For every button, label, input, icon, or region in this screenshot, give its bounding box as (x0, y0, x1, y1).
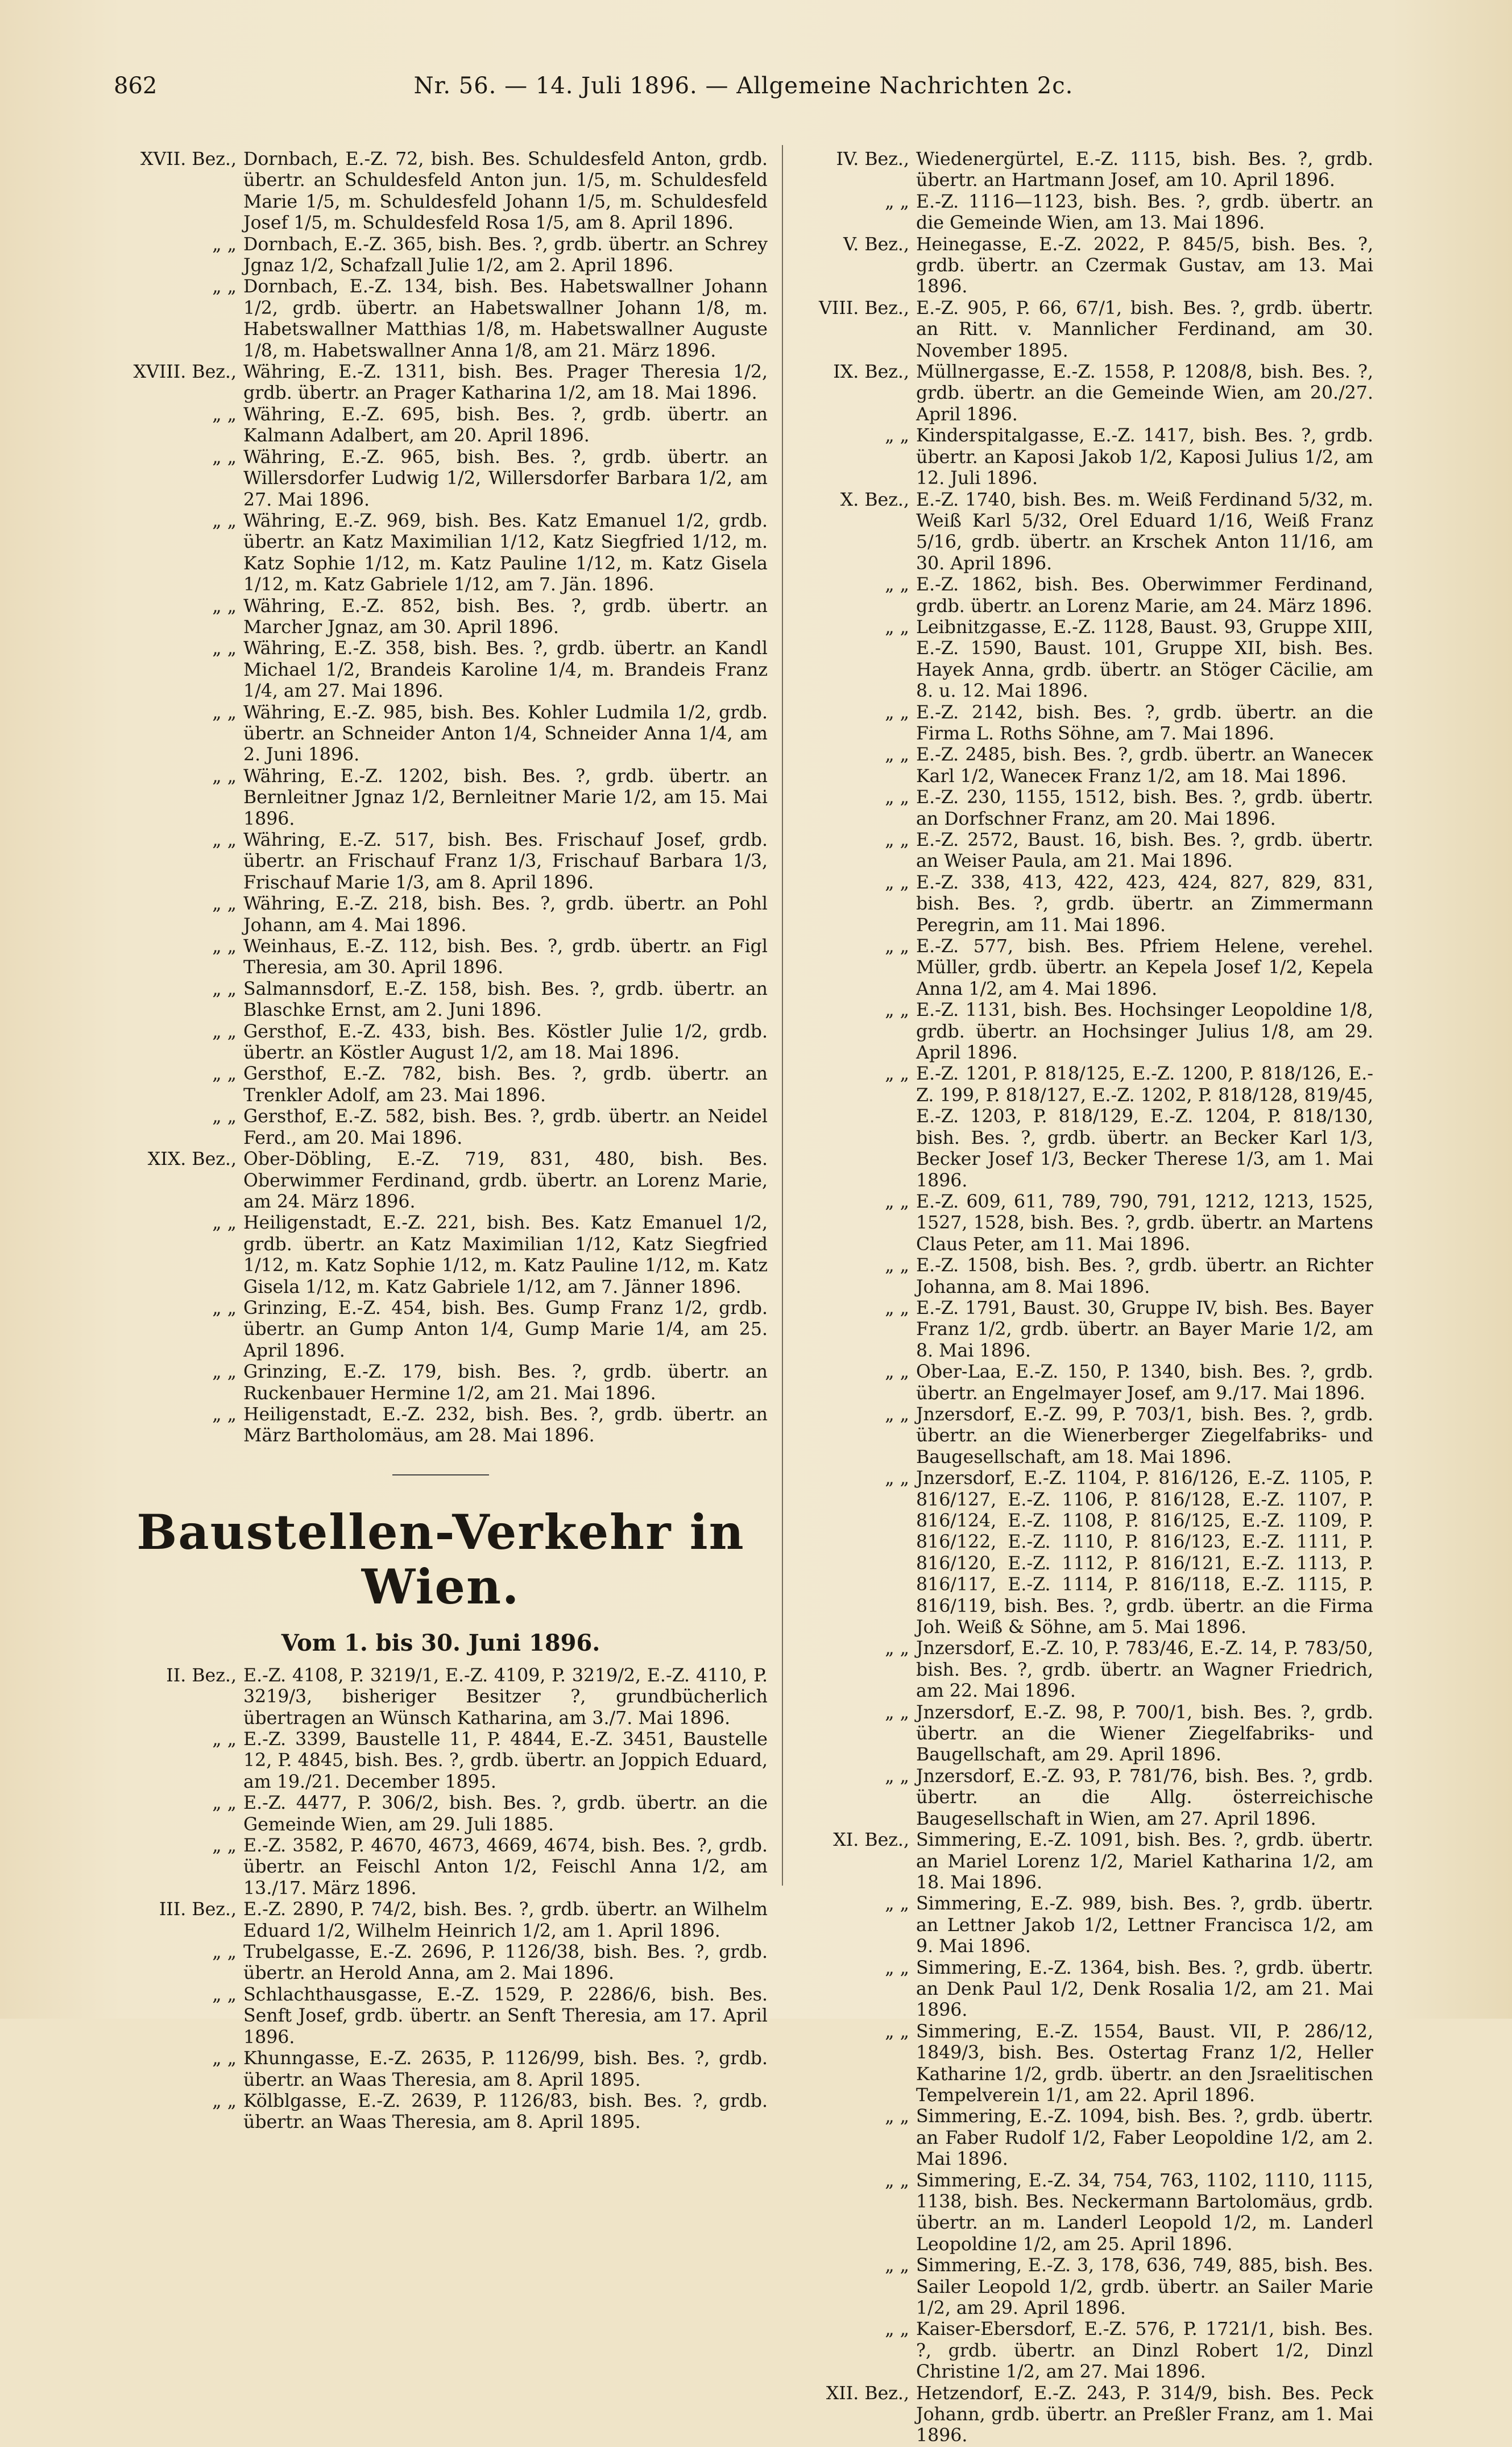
entry-text: Heinegasse, E.-Z. 2022, P. 845/5, bish. Bes. ?, grdb. übertr. an Czermak Gustav, am 13. Mai 1896. (916, 234, 1373, 297)
entry-text: Dornbach, E.-Z. 134, bish. Bes. Habetswallner Johann 1/2, grdb. übertr. an Habetswallner Johann 1/8, m. Habetswallner Matthias 1/8, m. Habetswallner Auguste 1/8, m. Habetswallner Anna 1/8, am 21. März 1896. (243, 276, 768, 361)
section-subtitle: Vom 1. bis 30. Juni 1896. (281, 1629, 600, 1656)
entry-text: E.-Z. 1791, Baust. 30, Gruppe IV, bish. Bes. Bayer Franz 1/2, grdb. übertr. an Bayer Marie 1/2, am 8. Mai 1896. (916, 1297, 1373, 1361)
entry-text: Heiligenstadt, E.-Z. 221, bish. Bes. Katz Emanuel 1/2, grdb. übertr. an Katz Maximilian 1/12, Katz Siegfried 1/12, m. Katz Sophie 1/12, m. Katz Pauline 1/12, m. Katz Gisela 1/12, m. Katz Gabriele 1/12, am 7. Jänner 1896. (243, 1213, 768, 1297)
entry-text: Währing, E.-Z. 969, bish. Bes. Katz Emanuel 1/2, grdb. übertr. an Katz Maximilian 1/12, Katz Siegfried 1/12, m. Katz Sophie 1/12, m. Katz Pauline 1/12, m. Katz Gisela 1/12, m. Katz Gabriele 1/12, am 7. Jän. 1896. (243, 510, 768, 596)
entry-text: Ober-Laa, E.-Z. 150, P. 1340, bish. Bes. ?, grdb. übertr. an Engelmayer Josef, am 9./17. Mai 1896. (916, 1362, 1373, 1404)
district-label: „ „ (212, 1297, 237, 1318)
register-entry (796, 362, 1373, 425)
register-entry (114, 1064, 768, 1106)
entry-text: E.-Z. 905, P. 66, 67/1, bish. Bes. ?, grdb. übertr. an Ritt. v. Mannlicher Ferdinand, am 30. November 1895. (916, 297, 1373, 361)
column-rule (782, 145, 783, 1886)
register-entry (114, 2048, 768, 2091)
entry-text: Müllnergasse, E.-Z. 1558, P. 1208/8, bish. Bes. ?, grdb. übertr. an die Gemeinde Wien, am 20./27. April 1896. (916, 362, 1373, 425)
register-entry (796, 2319, 1373, 2383)
district-label: „ „ (885, 1702, 909, 1723)
register-entry (114, 979, 768, 1022)
entry-text: Simmering, E.-Z. 3, 178, 636, 749, 885, bish. Bes. Sailer Leopold 1/2, grdb. übertr. an Sailer Marie 1/2, am 29. April 1896. (916, 2255, 1373, 2319)
district-label: XIX. Bez., (147, 1149, 237, 1170)
entry-text: Simmering, E.-Z. 1094, bish. Bes. ?, grdb. übertr. an Faber Rudolf 1/2, Faber Leopoldine 1/2, am 2. Mai 1896. (916, 2106, 1373, 2170)
entry-text: E.-Z. 2485, bish. Bes. ?, grdb. übertr. an Waneceк Karl 1/2, Waneceк Franz 1/2, am 18. Mai 1896. (916, 745, 1373, 787)
register-entry (796, 149, 1373, 192)
entry-text: E.-Z. 2142, bish. Bes. ?, grdb. übertr. an die Firma L. Roths Söhne, am 7. Mai 1896. (916, 702, 1373, 744)
district-label: „ „ (885, 1000, 909, 1021)
district-label: „ „ (212, 1942, 237, 1963)
district-label: „ „ (885, 2021, 909, 2042)
entry-text: E.-Z. 4108, P. 3219/1, E.-Z. 4109, P. 3219/2, E.-Z. 4110, P. 3219/3, bisheriger Besitzer ?, grundbücherlich übertragen an Wünsch Katharina, am 3./7. Mai 1896. (243, 1665, 768, 1729)
entry-text: E.-Z. 338, 413, 422, 423, 424, 827, 829, 831, bish. Bes. ?, grdb. übertr. an Zimmermann Peregrin, am 11. Mai 1896. (916, 872, 1373, 936)
district-label: „ „ (885, 830, 909, 850)
district-label: „ „ (212, 596, 237, 617)
entry-text: Simmering, E.-Z. 1554, Baust. VII, P. 286/12, 1849/3, bish. Bes. Ostertag Franz 1/2, Heller Katharine 1/2, grdb. übertr. an den Jsraelitischen Tempelverein 1/1, am 22. April 1896. (916, 2021, 1373, 2106)
entry-text: Dornbach, E.-Z. 365, bish. Bes. ?, grdb. übertr. an Schrey Jgnaz 1/2, Schafzall Julie 1/2, am 2. April 1896. (243, 234, 768, 276)
register-entry (796, 1766, 1373, 1830)
register-entry (114, 1729, 768, 1793)
district-label: „ „ (212, 1106, 237, 1127)
register-entry (796, 1255, 1373, 1298)
entry-text: Währing, E.-Z. 965, bish. Bes. ?, grdb. übertr. an Willersdorfer Ludwig 1/2, Willersdorfer Barbara 1/2, am 27. Mai 1896. (243, 447, 768, 510)
entry-text: Währing, E.-Z. 985, bish. Bes. Kohler Ludmila 1/2, grdb. übertr. an Schneider Anton 1/4, Schneider Anna 1/4, am 2. Juni 1896. (243, 702, 768, 766)
district-label: „ „ (212, 894, 237, 915)
register-entry (114, 447, 768, 511)
district-label: XI. Bez., (833, 1830, 909, 1851)
register-entry (114, 234, 768, 277)
register-entry (114, 1942, 768, 1985)
district-label: „ „ (212, 404, 237, 425)
district-label: „ „ (212, 1793, 237, 1814)
register-entry (796, 1468, 1373, 1638)
entry-text: Kaiser-Ebersdorf, E.-Z. 576, P. 1721/1, bish. Bes. ?, grdb. übertr. an Dinzl Robert 1/2, Dinzl Christine 1/2, am 27. Mai 1896. (916, 2319, 1373, 2383)
district-label: III. Bez., (159, 1899, 237, 1920)
district-label: „ „ (885, 617, 909, 638)
district-label: „ „ (885, 1638, 909, 1659)
register-entry (114, 362, 768, 404)
register-entry (796, 1702, 1373, 1766)
district-label: „ „ (885, 936, 909, 957)
register-entry (114, 1362, 768, 1404)
district-label: „ „ (885, 745, 909, 766)
entry-text: Simmering, E.-Z. 1364, bish. Bes. ?, grdb. übertr. an Denk Paul 1/2, Denk Rosalia 1/2, am 21. Mai 1896. (916, 1957, 1373, 2021)
register-entry (796, 1638, 1373, 1702)
register-entry (114, 1404, 768, 1447)
register-entry (796, 298, 1373, 362)
entry-text: Jnzersdorf, E.-Z. 10, P. 783/46, E.-Z. 14, P. 783/50, bish. Bes. ?, grdb. übertr. an Wagner Friedrich, am 22. Mai 1896. (916, 1638, 1373, 1702)
district-label: „ „ (885, 1191, 909, 1212)
register-entry (796, 2171, 1373, 2256)
district-label: „ „ (212, 447, 237, 468)
entry-text: Simmering, E.-Z. 34, 754, 763, 1102, 1110, 1115, 1138, bish. Bes. Neckermann Bartolomäus, grdb. übertr. an m. Landerl Leopold 1/2, m. Landerl Leopoldine 1/2, am 25. April 1896. (916, 2170, 1373, 2255)
register-entry (114, 1106, 768, 1149)
left-entries-top (114, 149, 768, 1447)
district-label: II. Bez., (166, 1665, 237, 1686)
district-label: XVIII. Bez., (133, 362, 237, 383)
district-label: „ „ (885, 1894, 909, 1915)
right-entries (796, 149, 1373, 2447)
entry-text: Leibnitzgasse, E.-Z. 1128, Baust. 93, Gruppe XIII, E.-Z. 1590, Baust. 101, Gruppe XII, bish. Bes. Hayek Anna, grdb. übertr. an Stöger Cäcilie, am 8. u. 12. Mai 1896. (916, 617, 1373, 702)
entry-text: Simmering, E.-Z. 989, bish. Bes. ?, grdb. übertr. an Lettner Jakob 1/2, Lettner Francisca 1/2, am 9. Mai 1896. (916, 1894, 1373, 1957)
district-label: IV. Bez., (836, 149, 909, 170)
register-entry (796, 787, 1373, 830)
district-label: „ „ (885, 2319, 909, 2340)
entry-text: E.-Z. 4477, P. 306/2, bish. Bes. ?, grdb. übertr. an die Gemeinde Wien, am 29. Juli 1885. (243, 1793, 768, 1835)
register-entry (796, 936, 1373, 1000)
district-label: „ „ (885, 787, 909, 808)
district-label: „ „ (212, 2048, 237, 2069)
district-label: X. Bez., (840, 489, 909, 510)
entry-text: Kölblgasse, E.-Z. 2639, P. 1126/83, bish. Bes. ?, grdb. übertr. an Waas Theresia, am 8. April 1895. (243, 2090, 768, 2133)
entry-text: Salmannsdorf, E.-Z. 158, bish. Bes. ?, grdb. übertr. an Blaschke Ernst, am 2. Juni 1896. (243, 978, 768, 1021)
register-entry (114, 1793, 768, 1836)
district-label: „ „ (212, 766, 237, 787)
district-label: „ „ (885, 1064, 909, 1085)
register-entry (796, 745, 1373, 787)
entry-text: Wiedenergürtel, E.-Z. 1115, bish. Bes. ?, grdb. übertr. an Hartmann Josef, am 10. April 1896. (916, 149, 1373, 191)
register-entry (114, 1836, 768, 1899)
register-entry (796, 830, 1373, 873)
entry-text: Währing, E.-Z. 517, bish. Bes. Frischauf Josef, grdb. übertr. an Frischauf Franz 1/3, Frischauf Barbara 1/3, Frischauf Marie 1/3, am 8. April 1896. (243, 830, 768, 893)
entry-text: Weinhaus, E.-Z. 112, bish. Bes. ?, grdb. übertr. an Figl Theresia, am 30. April 1896. (243, 936, 768, 978)
district-label: „ „ (885, 2106, 909, 2127)
entry-text: Jnzersdorf, E.-Z. 93, P. 781/76, bish. Bes. ?, grdb. übertr. an die Allg. österreichische Baugesellschaft in Wien, am 27. April 1896. (916, 1766, 1373, 1829)
district-label: „ „ (212, 702, 237, 723)
page-header (114, 73, 1373, 107)
register-entry (114, 2091, 768, 2134)
district-label: „ „ (885, 1255, 909, 1276)
entry-text: Khunngasse, E.-Z. 2635, P. 1126/99, bish. Bes. ?, grdb. übertr. an Waas Theresia, am 8. April 1895. (243, 2048, 768, 2090)
district-label: „ „ (885, 1957, 909, 1978)
entry-text: Jnzersdorf, E.-Z. 1104, P. 816/126, E.-Z. 1105, P. 816/127, E.-Z. 1106, P. 816/128, E.-Z. 1107, P. 816/124, E.-Z. 1108, P. 816/125, E.-Z. 1109, P. 816/122, E.-Z. 1110, P. 816/123, E.-Z. 1111, P. 816/120, E.-Z. 1112, P. 816/121, E.-Z. 1113, P. 816/117, E.-Z. 1114, P. 816/118, E.-Z. 1115, P. 816/119, bish. Bes. ?, grdb. übertr. an die Firma Joh. Weiß & Söhne, am 5. Mai 1896. (916, 1468, 1373, 1638)
running-head: Nr. 56. — 14. Juli 1896. — Allgemeine Nachrichten 2c. (413, 73, 1074, 99)
left-column (114, 149, 768, 2134)
register-entry (114, 511, 768, 596)
district-label: „ „ (885, 2170, 909, 2191)
register-entry (796, 1064, 1373, 1191)
register-entry (796, 1192, 1373, 1255)
register-entry (796, 617, 1373, 702)
district-label: „ „ (212, 638, 237, 659)
register-entry (796, 234, 1373, 298)
entry-text: Kinderspitalgasse, E.-Z. 1417, bish. Bes. ?, grdb. übertr. an Kaposi Jakob 1/2, Kaposi Julius 1/2, am 12. Juli 1896. (916, 425, 1373, 489)
district-label: „ „ (212, 1021, 237, 1042)
entry-text: Trubelgasse, E.-Z. 2696, P. 1126/38, bish. Bes. ?, grdb. übertr. an Herold Anna, am 2. Mai 1896. (243, 1942, 768, 1984)
district-label: XVII. Bez., (140, 149, 237, 170)
register-entry (114, 830, 768, 894)
register-entry (796, 192, 1373, 234)
register-entry (114, 404, 768, 447)
entry-text: Währing, E.-Z. 358, bish. Bes. ?, grdb. übertr. an Kandl Michael 1/2, Brandeis Karoline 1/4, m. Brandeis Franz 1/4, am 27. Mai 1896. (243, 638, 768, 702)
register-entry (114, 276, 768, 362)
register-entry (114, 596, 768, 639)
entry-text: Gersthof, E.-Z. 782, bish. Bes. ?, grdb. übertr. an Trenkler Adolf, am 23. Mai 1896. (243, 1064, 768, 1106)
entry-text: Jnzersdorf, E.-Z. 98, P. 700/1, bish. Bes. ?, grdb. übertr. an die Wiener Ziegelfabriks- und Baugellschaft, am 29. April 1896. (916, 1702, 1373, 1766)
entry-text: Grinzing, E.-Z. 454, bish. Bes. Gump Franz 1/2, grdb. übertr. an Gump Anton 1/4, Gump Marie 1/4, am 25. April 1896. (243, 1297, 768, 1361)
register-entry (114, 702, 768, 766)
district-label: „ „ (885, 702, 909, 723)
entry-text: Heiligenstadt, E.-Z. 232, bish. Bes. ?, grdb. übertr. an März Bartholomäus, am 28. Mai 1896. (243, 1404, 768, 1446)
register-entry (114, 1149, 768, 1213)
entry-text: Währing, E.-Z. 1311, bish. Bes. Prager Theresia 1/2, grdb. übertr. an Prager Katharina 1/2, am 18. Mai 1896. (243, 362, 768, 404)
entry-text: E.-Z. 1116—1123, bish. Bes. ?, grdb. übertr. an die Gemeinde Wien, am 13. Mai 1896. (916, 191, 1373, 234)
district-label: „ „ (212, 510, 237, 531)
entry-text: E.-Z. 3399, Baustelle 11, P. 4844, E.-Z. 3451, Baustelle 12, P. 4845, bish. Bes. ?, grdb. übertr. an Joppich Eduard, am 19./21. December 1895. (243, 1729, 768, 1792)
district-label: IX. Bez., (833, 362, 909, 383)
entry-text: Grinzing, E.-Z. 179, bish. Bes. ?, grdb. übertr. an Ruckenbauer Hermine 1/2, am 21. Mai 1896. (243, 1362, 768, 1404)
register-entry (114, 149, 768, 234)
district-label: „ „ (212, 1984, 237, 2005)
register-entry (796, 1298, 1373, 1362)
district-label: V. Bez., (843, 234, 909, 255)
section-separator (392, 1474, 489, 1475)
district-label: „ „ (212, 1064, 237, 1085)
register-entry (114, 894, 768, 936)
register-entry (114, 1899, 768, 1942)
entry-text: E.-Z. 1508, bish. Bes. ?, grdb. übertr. an Richter Johanna, am 8. Mai 1896. (916, 1255, 1373, 1297)
register-entry (796, 425, 1373, 489)
entry-text: E.-Z. 1201, P. 818/125, E.-Z. 1200, P. 818/126, E.-Z. 199, P. 818/127, E.-Z. 1202, P. 818/128, 819/45, E.-Z. 1203, P. 818/129, E.-Z. 1204, P. 818/130, bish. Bes. ?, grdb. übertr. an Becker Karl 1/3, Becker Josef 1/3, Becker Therese 1/3, am 1. Mai 1896. (916, 1064, 1373, 1191)
entry-text: Jnzersdorf, E.-Z. 99, P. 703/1, bish. Bes. ?, grdb. übertr. an die Wienerberger Ziegelfabriks- und Baugesellschaft, am 18. Mai 1896. (916, 1404, 1373, 1468)
register-entry (796, 1894, 1373, 1957)
district-label: „ „ (212, 1836, 237, 1857)
register-entry (796, 1000, 1373, 1064)
entry-text: Dornbach, E.-Z. 72, bish. Bes. Schuldesfeld Anton, grdb. übertr. an Schuldesfeld Anton jun. 1/5, m. Schuldesfeld Marie 1/5, m. Schuldesfeld Johann 1/5, m. Schuldesfeld Josef 1/5, m. Schuldesfeld Rosa 1/5, am 8. April 1896. (243, 149, 768, 234)
right-column (796, 149, 1373, 2447)
entry-text: Schlachthausgasse, E.-Z. 1529, P. 2286/6, bish. Bes. Senft Josef, grdb. übertr. an Senft Theresia, am 17. April 1896. (243, 1984, 768, 2048)
district-label: „ „ (885, 1468, 909, 1489)
entry-text: Hetzendorf, E.-Z. 243, P. 314/9, bish. Bes. Peck Johann, grdb. übertr. an Preßler Franz, am 1. Mai 1896. (916, 2383, 1373, 2446)
register-entry (796, 1830, 1373, 1894)
entry-text: Ober-Döbling, E.-Z. 719, 831, 480, bish. Bes. Oberwimmer Ferdinand, grdb. übertr. an Lorenz Marie, am 24. März 1896. (243, 1149, 768, 1212)
left-entries-bottom (114, 1665, 768, 2134)
district-label: „ „ (212, 2090, 237, 2111)
entry-text: Gersthof, E.-Z. 433, bish. Bes. Köstler Julie 1/2, grdb. übertr. an Köstler August 1/2, am 18. Mai 1896. (243, 1021, 768, 1064)
register-entry (114, 766, 768, 830)
register-entry (796, 2022, 1373, 2107)
entry-text: Währing, E.-Z. 695, bish. Bes. ?, grdb. übertr. an Kalmann Adalbert, am 20. April 1896. (243, 404, 768, 447)
district-label: „ „ (212, 978, 237, 999)
register-entry (796, 2255, 1373, 2319)
district-label: „ „ (212, 1362, 237, 1383)
entry-text: Währing, E.-Z. 218, bish. Bes. ?, grdb. übertr. an Pohl Johann, am 4. Mai 1896. (243, 894, 768, 936)
district-label: „ „ (212, 1729, 237, 1750)
district-label: „ „ (885, 1297, 909, 1318)
register-entry (114, 1213, 768, 1298)
entry-text: E.-Z. 230, 1155, 1512, bish. Bes. ?, grdb. übertr. an Dorfschner Franz, am 20. Mai 1896. (916, 787, 1373, 829)
entry-text: E.-Z. 2890, P. 74/2, bish. Bes. ?, grdb. übertr. an Wilhelm Eduard 1/2, Wilhelm Heinrich 1/2, am 1. April 1896. (243, 1899, 768, 1941)
register-entry (796, 2106, 1373, 2170)
district-label: „ „ (885, 1362, 909, 1383)
register-entry (796, 490, 1373, 575)
page-number: 862 (114, 73, 158, 99)
entry-text: E.-Z. 1862, bish. Bes. Oberwimmer Ferdinand, grdb. übertr. an Lorenz Marie, am 24. März 1896. (916, 574, 1373, 617)
entry-text: Währing, E.-Z. 1202, bish. Bes. ?, grdb. übertr. an Bernleitner Jgnaz 1/2, Bernleitner Marie 1/2, am 15. Mai 1896. (243, 766, 768, 829)
register-entry (114, 1985, 768, 2048)
entry-text: Währing, E.-Z. 852, bish. Bes. ?, grdb. übertr. an Marcher Jgnaz, am 30. April 1896. (243, 596, 768, 638)
district-label: VIII. Bez., (819, 297, 909, 319)
district-label: „ „ (212, 1213, 237, 1234)
register-entry (114, 1298, 768, 1362)
register-entry (114, 936, 768, 979)
register-entry (114, 1665, 768, 1729)
entry-text: E.-Z. 609, 611, 789, 790, 791, 1212, 1213, 1525, 1527, 1528, bish. Bes. ?, grdb. übertr. an Martens Claus Peter, am 11. Mai 1896. (916, 1191, 1373, 1255)
register-entry (796, 1362, 1373, 1404)
district-label: „ „ (885, 2255, 909, 2276)
entry-text: E.-Z. 2572, Baust. 16, bish. Bes. ?, grdb. übertr. an Weiser Paula, am 21. Mai 1896. (916, 830, 1373, 872)
register-entry (796, 574, 1373, 617)
register-entry (796, 2383, 1373, 2447)
register-entry (796, 702, 1373, 745)
entry-text: E.-Z. 3582, P. 4670, 4673, 4669, 4674, bish. Bes. ?, grdb. übertr. an Feischl Anton 1/2, Feischl Anna 1/2, am 13./17. März 1896. (243, 1836, 768, 1899)
register-entry (796, 1404, 1373, 1468)
district-label: „ „ (212, 936, 237, 957)
district-label: „ „ (885, 1404, 909, 1425)
section-title: Baustellen-Verkehr in Wien. (136, 1503, 745, 1615)
district-label: „ „ (885, 1766, 909, 1787)
entry-text: E.-Z. 577, bish. Bes. Pfriem Helene, verehel. Müller, grdb. übertr. an Kepela Josef 1/2, Kepela Anna 1/2, am 4. Mai 1896. (916, 936, 1373, 999)
district-label: „ „ (885, 191, 909, 212)
entry-text: Simmering, E.-Z. 1091, bish. Bes. ?, grdb. übertr. an Mariel Lorenz 1/2, Mariel Katharina 1/2, am 18. Mai 1896. (916, 1830, 1373, 1893)
district-label: XII. Bez., (826, 2383, 909, 2404)
district-label: „ „ (885, 872, 909, 893)
district-label: „ „ (885, 425, 909, 447)
entry-text: Gersthof, E.-Z. 582, bish. Bes. ?, grdb. übertr. an Neidel Ferd., am 20. Mai 1896. (243, 1106, 768, 1148)
register-entry (114, 638, 768, 702)
register-entry (114, 1022, 768, 1064)
register-entry (796, 1958, 1373, 2022)
district-label: „ „ (212, 1404, 237, 1425)
district-label: „ „ (885, 574, 909, 596)
district-label: „ „ (212, 276, 237, 297)
district-label: „ „ (212, 234, 237, 255)
entry-text: E.-Z. 1740, bish. Bes. m. Weiß Ferdinand 5/32, m. Weiß Karl 5/32, Orel Eduard 1/16, Weiß Franz 5/16, grdb. übertr. an Krschek Anton 11/16, am 30. April 1896. (916, 489, 1373, 574)
register-entry (796, 873, 1373, 936)
entry-text: E.-Z. 1131, bish. Bes. Hochsinger Leopoldine 1/8, grdb. übertr. an Hochsinger Julius 1/8, am 29. April 1896. (916, 1000, 1373, 1064)
district-label: „ „ (212, 830, 237, 850)
